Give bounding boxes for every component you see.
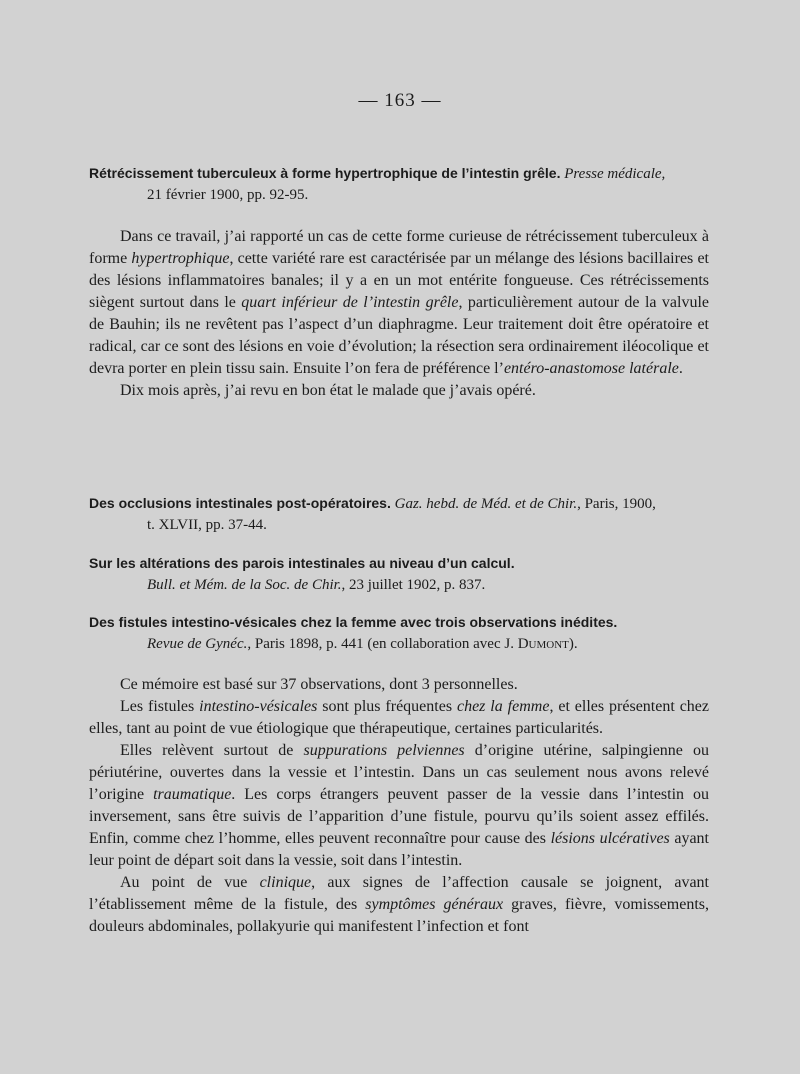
entry-source: Presse médicale, [564,166,666,182]
paragraph: Elles relèvent surtout de suppurations pelviennes d’origine utérine, salpingienne ou périutérine, ouvertes dans la vessie et l’intestin. Dans un cas seulement nous avons relevé l’origine traumatique. Les corps étrangers peuvent passer de la vessie dans l’intestin ou inversement, sans être suivis de l’apparition d’une fistule, pourvu qu’ils soient assez effilés. Enfin, comme chez l’homme, elles peuvent reconnaître pour cause des lésions ulcératives ayant leur point de départ soit dans la vessie, soit dans l’intestin. [89,742,710,869]
entry-source: Gaz. hebd. de Méd. et de Chir. [394,496,578,512]
summary-block-2 [89,674,709,938]
paragraph: Ce mémoire est basé sur 37 observations, dont 3 personnelles. [120,676,518,693]
bibliography-entry-3 [89,553,709,596]
entry-details: Bull. et Mém. de la Soc. de Chir., 23 juillet 1902, p. 837. [147,577,486,593]
entry-title: Sur les altérations des parois intestinales au niveau d’un calcul. [89,555,515,571]
paragraph: Dans ce travail, j’ai rapporté un cas de cette forme curieuse de rétrécissement tuberculeux à forme hypertrophique, cette variété rare est caractérisée par un mélange des lésions bacillaires et des lésions inflammatoires banales; il y a en un mot entérite fongueuse. Ces rétrécissements siègent surtout dans le quart inférieur de l’intestin grêle, particulièrement autour de la valvule de Bauhin; ils ne revêtent pas l’aspect d’un diaphragme. Leur traitement doit être opératoire et radical, car ce sont des lésions en voie d’évolution; la résection sera ordinairement iléocolique et devra porter en plein tissu sain. Ensuite l’on fera de préférence l’entéro-anastomose latérale. [89,228,710,377]
bibliography-entry-1 [89,163,709,206]
bibliography-entry-4 [89,612,709,655]
entry-title: Des occlusions intestinales post-opératoires. [89,495,391,511]
paragraph: Au point de vue clinique, aux signes de l’affection causale se joignent, avant l’établissement même de la fistule, des symptômes généraux graves, fièvre, vomissements, douleurs abdominales, pollakyurie qui manifestent l’infection et font [89,874,709,935]
entry-title: Des fistules intestino-vésicales chez la femme avec trois observations inédites. [89,614,618,630]
entry-title: Rétrécissement tuberculeux à forme hypertrophique de l’intestin grêle. [89,165,561,181]
page-number: — 163 — [358,90,442,111]
entry-details: t. XLVII, pp. 37-44. [147,517,267,533]
paragraph: Dix mois après, j’ai revu en bon état le malade que j’avais opéré. [120,382,536,399]
bibliography-entry-2: Des occlusions intestinales post-opératoires. Gaz. hebd. de Méd. et de Chir., Paris, 1900, t. XLVII, pp. 37-44. [89,493,709,536]
entry-details: 21 février 1900, pp. 92-95. [147,187,309,203]
paragraph: Les fistules intestino-vésicales sont plus fréquentes chez la femme, et elles présentent chez elles, tant au point de vue étiologique que thérapeutique, certaines particularités. [89,698,710,737]
entry-details: Revue de Gynéc., Paris 1898, p. 441 (en collaboration avec J. Dumont). [147,636,578,652]
summary-block-1 [89,226,709,402]
